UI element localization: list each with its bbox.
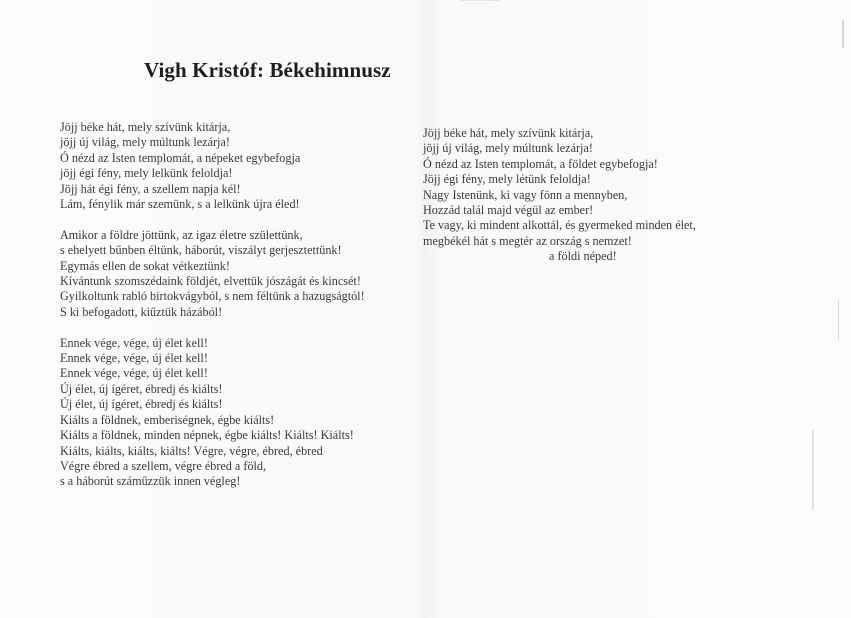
poem-line: Ennek vége, vége, új élet kell! bbox=[60, 351, 208, 366]
poem-line: Nagy Istenünk, ki vagy fönn a mennyben, bbox=[423, 187, 628, 202]
poem-line: Te vagy, ki mindent alkottál, és gyermeked minden élet, bbox=[423, 218, 696, 233]
scan-edge-mark bbox=[460, 0, 500, 1]
stanza-1 bbox=[60, 120, 420, 212]
scan-edge-mark bbox=[838, 300, 839, 340]
poem-line: jöjj új világ, mely múltunk lezárja! bbox=[60, 135, 230, 150]
stanza-3 bbox=[60, 336, 420, 490]
poem-line: Kiálts a földnek, emberiségnek, égbe kiálts! bbox=[60, 412, 275, 427]
signature-line: a földi néped! bbox=[549, 249, 617, 264]
poem-line: Új élet, új ígéret, ébredj és kiálts! bbox=[60, 381, 223, 396]
poem-line: Hozzád talál majd végül az ember! bbox=[423, 203, 594, 218]
poem-line: Új élet, új ígéret, ébredj és kiálts! bbox=[60, 397, 223, 412]
poem-line: Gyilkoltunk rabló birtokvágyból, s nem féltünk a hazugságtól! bbox=[60, 289, 365, 304]
poem-line: s ehelyett bűnben éltünk, háborút, viszályt gerjesztettünk! bbox=[60, 243, 342, 258]
poem-line: Kiálts a földnek, minden népnek, égbe kiálts! Kiálts! Kiálts! bbox=[60, 428, 354, 443]
poem-line: S ki befogadott, kiűztük házából! bbox=[60, 304, 223, 319]
poem-line: s a háborút száműzzük innen végleg! bbox=[60, 474, 241, 489]
poem-line: megbékél hát s megtér az ország s nemzet! bbox=[423, 233, 632, 248]
poem-line: Ó nézd az Isten templomát, a népeket egybefogja bbox=[60, 150, 301, 165]
poem-line: Jöjj béke hát, mely szívünk kitárja, bbox=[60, 120, 231, 134]
scan-edge-mark bbox=[842, 20, 844, 48]
poem-line: jöjj égi fény, mely lelkünk feloldja! bbox=[60, 166, 233, 181]
poem-line: Kívántunk szomszédaink földjét, elvettük jószágát és kincsét! bbox=[60, 274, 361, 289]
poem-line: Kiálts, kiálts, kiálts, kiálts! Végre, végre, ébred, ébred bbox=[60, 443, 323, 458]
stanza-2 bbox=[60, 228, 420, 320]
poem-line: Egymás ellen de sokat vétkeztünk! bbox=[60, 258, 230, 273]
left-column bbox=[60, 120, 420, 505]
poem-title: Vigh Kristóf: Békehimnusz bbox=[144, 58, 391, 82]
poem-line: Ennek vége, vége, új élet kell! bbox=[60, 335, 208, 350]
scan-edge-mark bbox=[812, 430, 814, 510]
poem-line: Ennek vége, vége, új élet kell! bbox=[60, 366, 208, 381]
poem-line: Jöjj hát égi fény, a szellem napja kél! bbox=[60, 181, 241, 196]
poem-line: Amikor a földre jöttünk, az igaz életre születtünk, bbox=[60, 227, 303, 242]
poem-line: Végre ébred a szellem, végre ébred a föld, bbox=[60, 458, 267, 473]
poem-line: Jöjj béke hát, mely szívünk kitárja, bbox=[423, 126, 594, 140]
poem-line: Ó nézd az Isten templomát, a földet egybefogja! bbox=[423, 156, 658, 171]
poem-line: Lám, fénylik már szemünk, s a lelkünk újra éled! bbox=[60, 197, 300, 212]
right-column bbox=[423, 126, 763, 265]
poem-line: jöjj új világ, mely múltunk lezárja! bbox=[423, 141, 593, 156]
poem-line: Jöjj égi fény, mely létünk feloldja! bbox=[423, 172, 591, 187]
